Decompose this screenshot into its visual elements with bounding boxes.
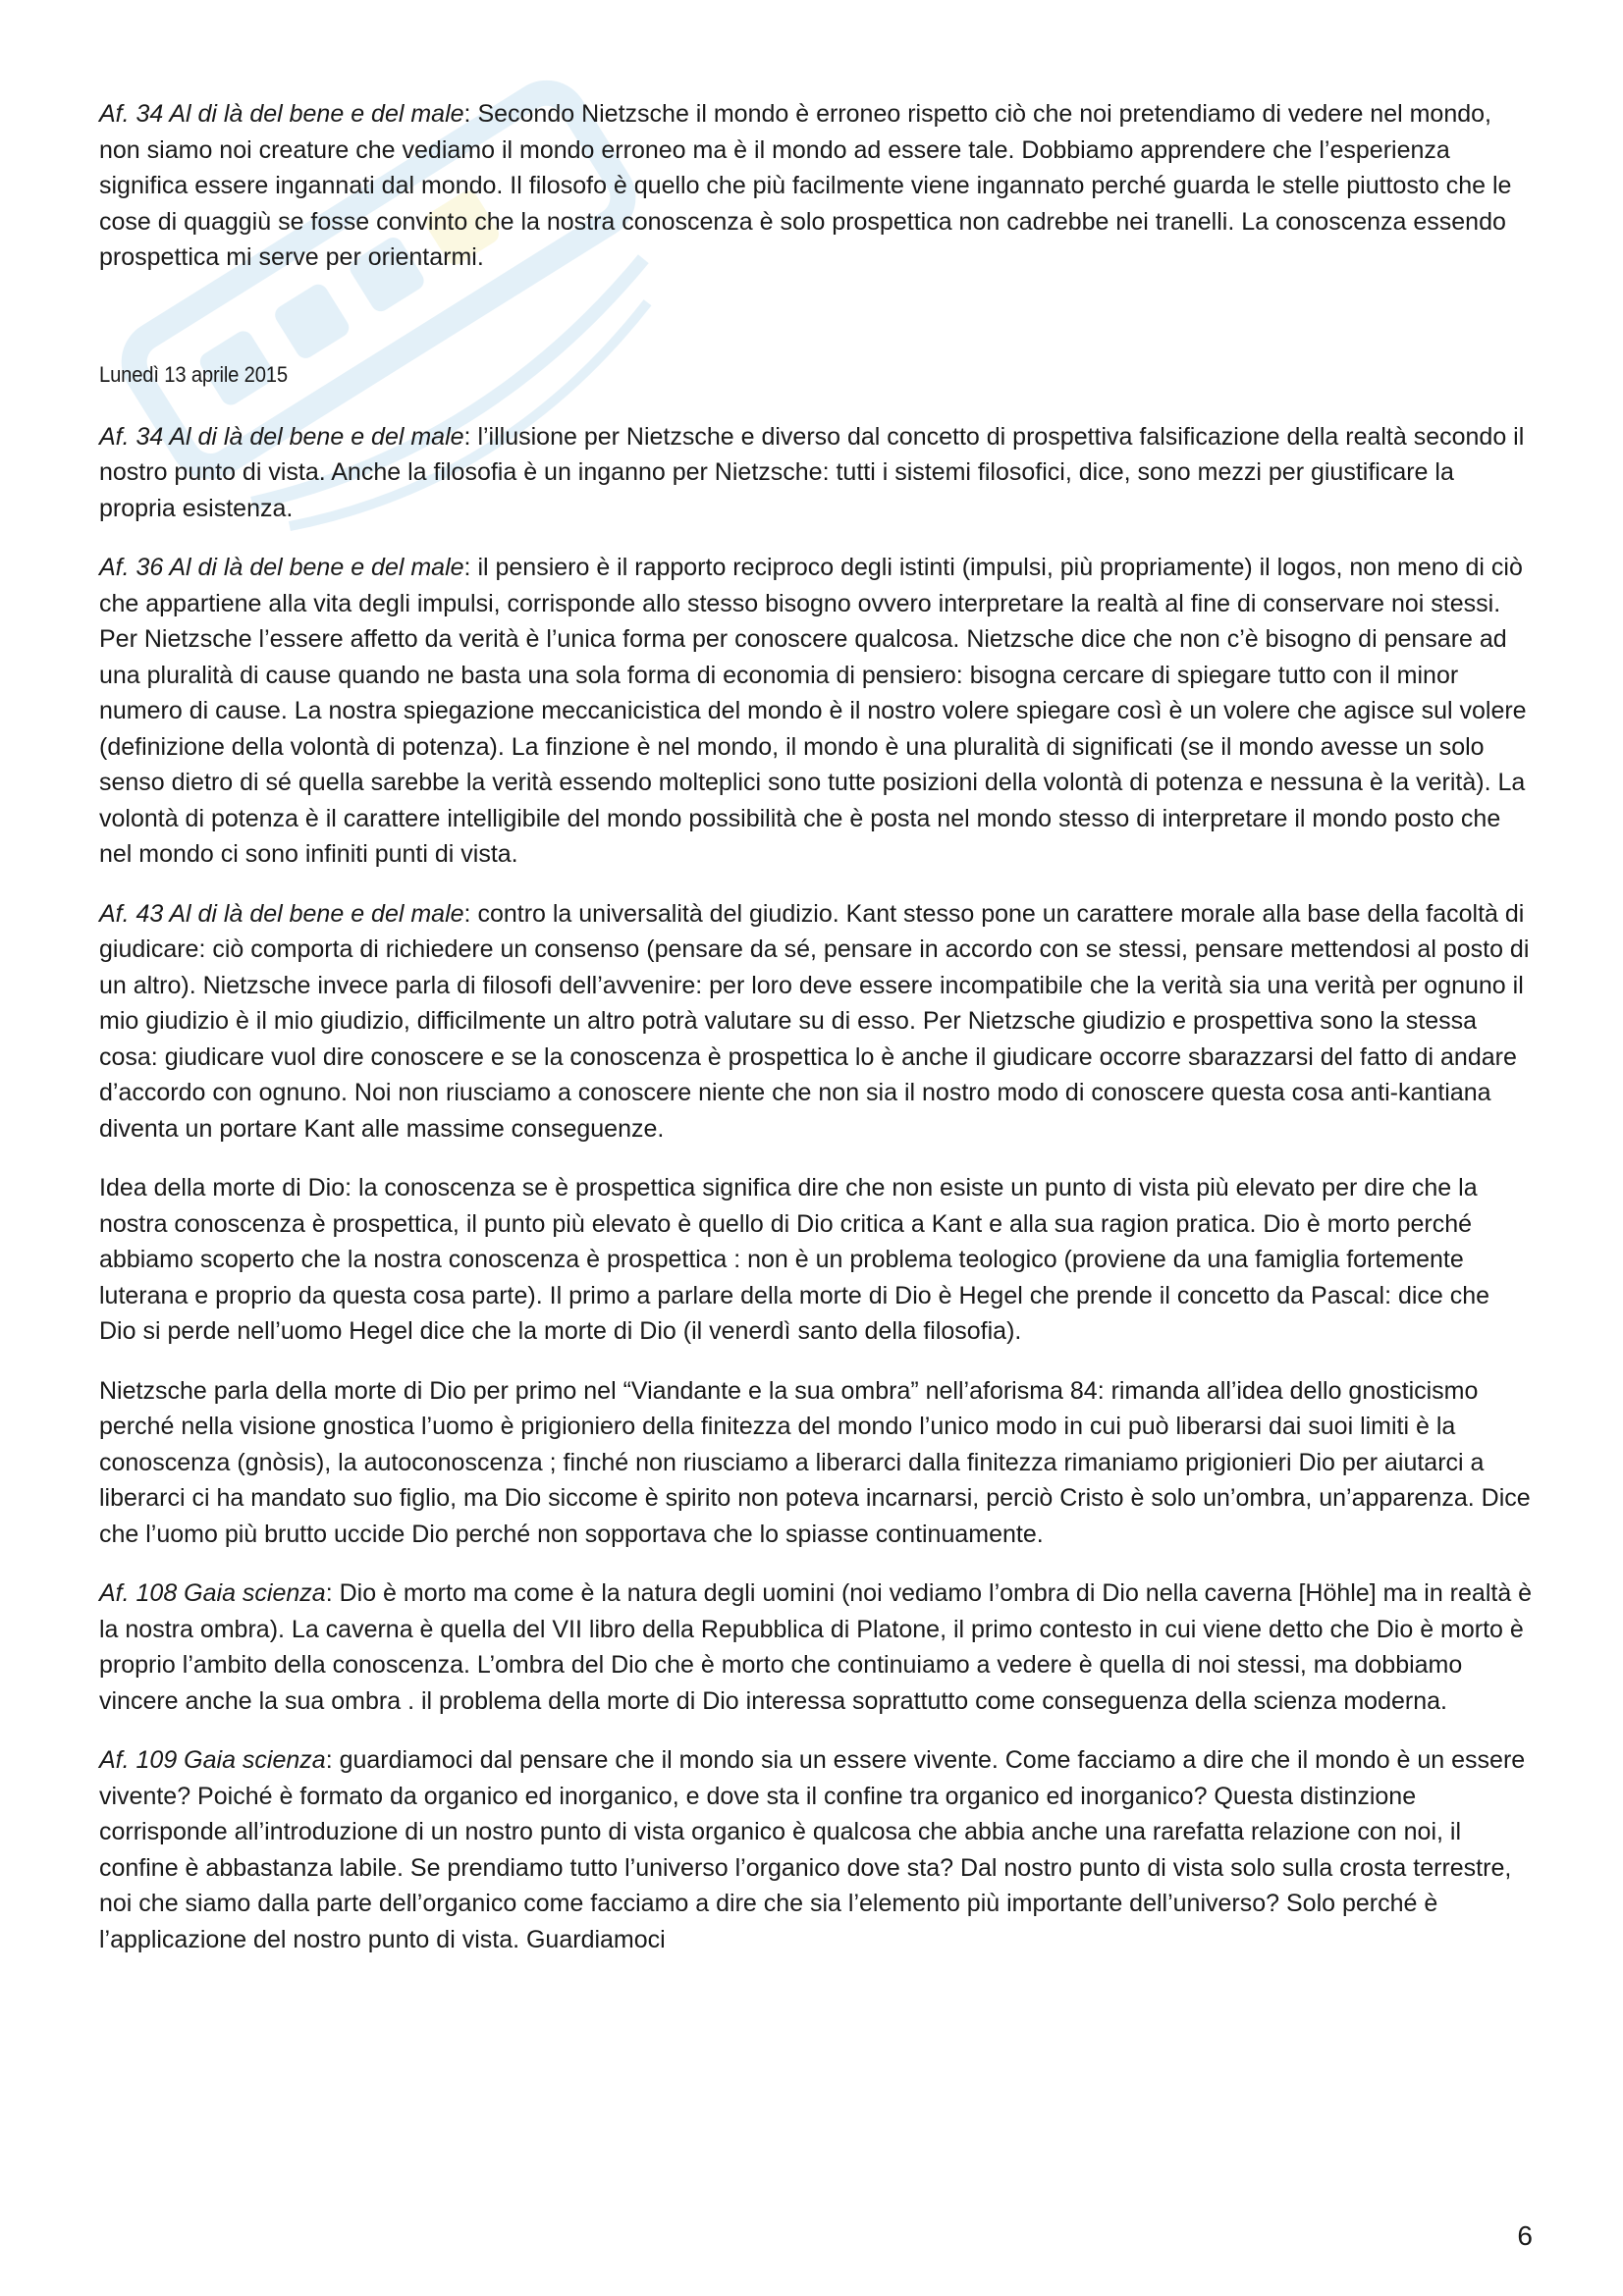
aphorism-reference: Af. 108 Gaia scienza xyxy=(99,1579,326,1607)
paragraph-viandante xyxy=(99,1373,1533,1553)
page-number: 6 xyxy=(1517,2220,1533,2251)
paragraph-text: Nietzsche parla della morte di Dio per primo nel “Viandante e la sua ombra” nell’aforisma 84: rimanda all’idea dello gnosticismo perché nella visione gnostica l’uomo è prigioniero della finitezza del mondo l’unico modo in cui può liberarsi dai suoi limiti è la conoscenza (gnòsis), la autoconoscenza ; finché non riusciamo a liberarci dalla finitezza rimaniamo prigionieri Dio per aiutarci a liberarci ci ha mandato suo figlio, ma Dio siccome è spirito non poteva incarnarsi, perciò Cristo è solo un’ombra, un’apparenza. Dice che l’uomo più brutto uccide Dio perché non sopportava che lo spiasse continuamente. xyxy=(99,1376,1531,1548)
paragraph-text: : l’illusione per Nietzsche e diverso dal concetto di prospettiva falsificazione della realtà secondo il nostro punto di vista. Anche la filosofia è un inganno per Nietzsche: tutti i sistemi filosofici, dice, sono mezzi per giustificare la propria esistenza. xyxy=(99,422,1525,522)
paragraph-af34-b xyxy=(99,419,1533,527)
paragraph-text: : il pensiero è il rapporto reciproco degli istinti (impulsi, più propriamente) il logos, non meno di ciò che appartiene alla vita degli impulsi, corrisponde allo stesso bisogno ovvero interpretare la realtà al fine di conservare noi stessi. Per Nietzsche l’essere affetto da verità è l’unica forma per conoscere qualcosa. Nietzsche dice che non c’è bisogno di pensare ad una pluralità di cause quando ne basta una sola forma di economia di pensiero: bisogna cercare di spiegare tutto con il minor numero di cause. La nostra spiegazione meccanicistica del mondo è il nostro volere spiegare così è un volere che agisce sul volere (definizione della volontà di potenza). La finzione è nel mondo, il mondo è una pluralità di significati (se il mondo avesse un solo senso dietro di sé quella sarebbe la verità essendo molteplici sono tutte posizioni della volontà di potenza e nessuna è la verità). La volontà di potenza è il carattere intelligibile del mondo possibilità che è posta nel mondo stesso di interpretare il mondo posto che nel mondo ci sono infiniti punti di vista. xyxy=(99,554,1527,868)
paragraph-text: : contro la universalità del giudizio. Kant stesso pone un carattere morale alla base della facoltà di giudicare: ciò comporta di richiedere un consenso (pensare da sé, pensare in accordo con se stessi, pensare mettendosi al posto di un altro). Nietzsche invece parla di filosofi dell’avvenire: per loro deve essere incompatibile che la verità sia una verità per ognuno il mio giudizio è il mio giudizio, difficilmente un altro potrà valutare su di esso. Per Nietzsche giudizio e prospettiva sono la stessa cosa: giudicare vuol dire conoscere e se la conoscenza è prospettica lo è anche il giudicare occorre sbarazzarsi del fatto di andare d’accordo con ognuno. Noi non riusciamo a conoscere niente che non sia il nostro modo di conoscere questa cosa anti-kantiana diventa un portare Kant alle massime conseguenze. xyxy=(99,899,1530,1143)
aphorism-reference: Af. 36 Al di là del bene e del male xyxy=(99,554,464,581)
aphorism-reference: Af. 34 Al di là del bene e del male xyxy=(99,100,464,128)
paragraph-af109 xyxy=(99,1742,1533,1957)
aphorism-reference: Af. 34 Al di là del bene e del male xyxy=(99,422,464,451)
date-heading: Lunedì 13 aprile 2015 xyxy=(99,361,288,387)
paragraph-af34-a xyxy=(99,96,1533,276)
paragraph-af36 xyxy=(99,550,1533,873)
paragraph-text: : Dio è morto ma come è la natura degli uomini (noi vediamo l’ombra di Dio nella caverna [Höhle] ma in realtà è la nostra ombra). La caverna è quella del VII libro della Repubblica di Platone, il primo contesto in cui viene detto che Dio è morto è proprio l’ambito della conoscenza. L’ombra del Dio che è morto che continuiamo a vedere è quella di noi stessi, ma dobbiamo vincere anche la sua ombra . il problema della morte di Dio interessa soprattutto come conseguenza della scienza moderna. xyxy=(99,1579,1533,1715)
paragraph-morte-di-dio xyxy=(99,1170,1533,1350)
paragraph-af43 xyxy=(99,896,1533,1148)
aphorism-reference: Af. 109 Gaia scienza xyxy=(99,1746,326,1774)
paragraph-text: Idea della morte di Dio: la conoscenza se è prospettica significa dire che non esiste un punto di vista più elevato per dire che la nostra conoscenza è prospettica, il punto più elevato è quello di Dio critica a Kant e alla sua ragion pratica. Dio è morto perché abbiamo scoperto che la nostra conoscenza è prospettica : non è un problema teologico (proviene da una famiglia fortemente luterana e proprio da questa cosa parte). Il primo a parlare della morte di Dio è Hegel che prende il concetto da Pascal: dice che Dio si perde nell’uomo Hegel dice che la morte di Dio (il venerdì santo della filosofia). xyxy=(99,1174,1490,1345)
aphorism-reference: Af. 43 Al di là del bene e del male xyxy=(99,899,464,928)
paragraph-af108 xyxy=(99,1575,1533,1719)
document-page xyxy=(99,96,1533,1981)
paragraph-text: : Secondo Nietzsche il mondo è erroneo rispetto ciò che noi pretendiamo di vedere nel mondo, non siamo noi creature che vediamo il mondo erroneo ma è il mondo ad essere tale. Dobbiamo apprendere che l’esperienza significa essere ingannati dal mondo. Il filosofo è quello che più facilmente viene ingannato perché guarda le stelle piuttosto che le cose di quaggiù se fosse convinto che la nostra conoscenza è solo prospettica non cadrebbe nei tranelli. La conoscenza essendo prospettica mi serve per orientarmi. xyxy=(99,100,1512,271)
paragraph-text: : guardiamoci dal pensare che il mondo sia un essere vivente. Come facciamo a dire che il mondo è un essere vivente? Poiché è formato da organico ed inorganico, e dove sta il confine tra organico ed inorganico? Questa distinzione corrisponde all’introduzione di un nostro punto di vista organico è qualcosa che abbia anche una rarefatta relazione con noi, il confine è abbastanza labile. Se prendiamo tutto l’universo l’organico dove sta? Dal nostro punto di vista solo sulla crosta terrestre, noi che siamo dalla parte dell’organico come facciamo a dire che sia l’elemento più importante dell’universo? Solo perché è l’applicazione del nostro punto di vista. Guardiamoci xyxy=(99,1746,1526,1953)
